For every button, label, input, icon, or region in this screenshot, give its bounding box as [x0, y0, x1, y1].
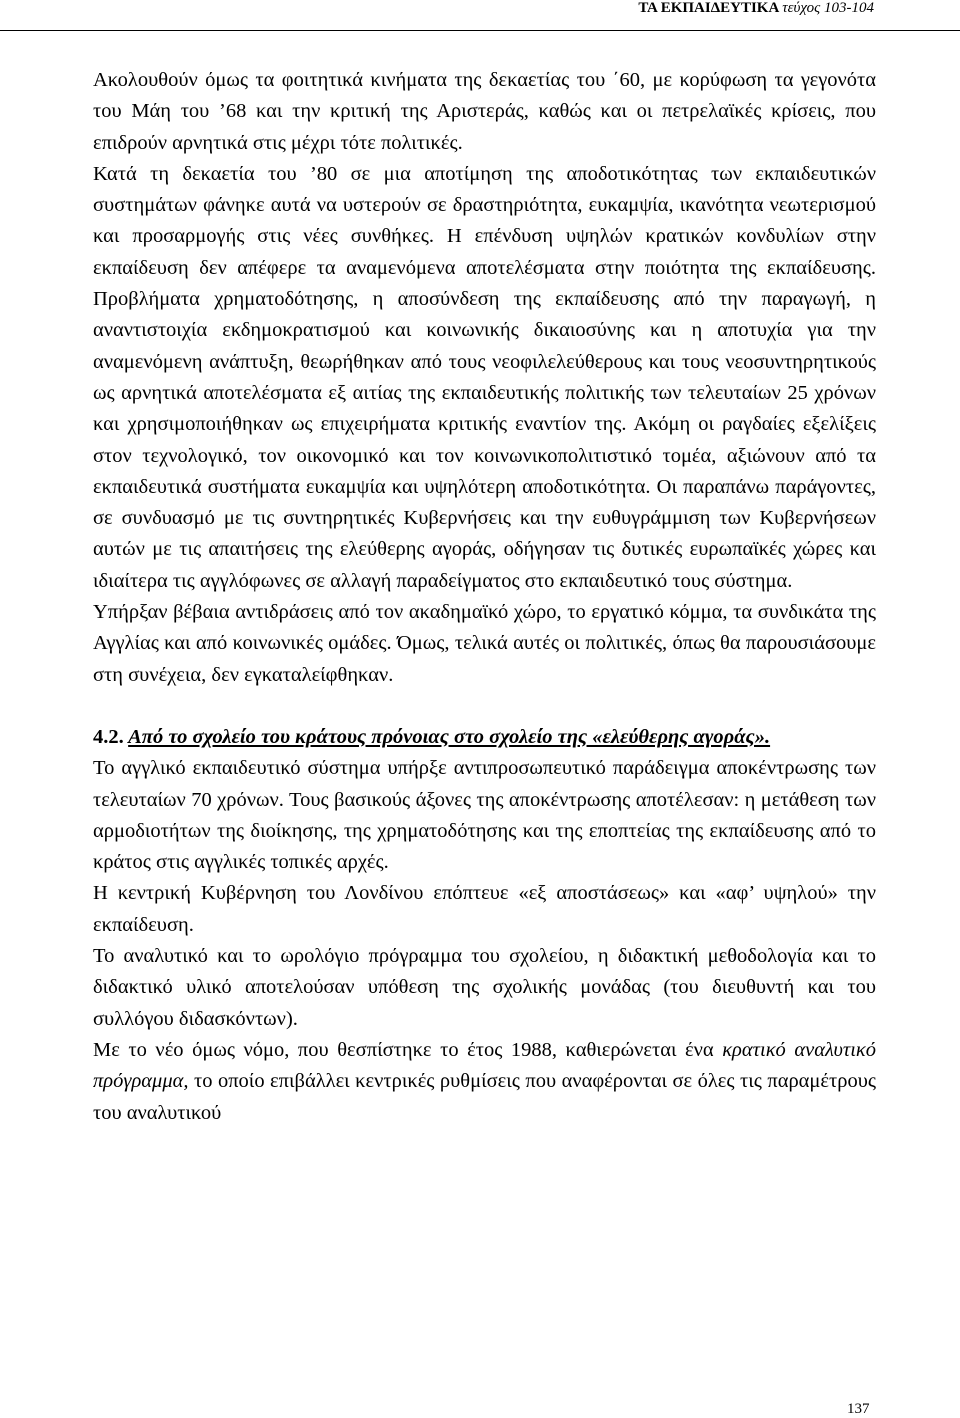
paragraph-1-sentence-1: Ακολουθούν όμως τα φοιτητικά κινήματα της δεκαετίας του ΄60, με κορύφωση τα γεγονότα του Μάη του ’68 και την κριτική της Αριστεράς, καθώς και οι πετρελαϊκές κρίσεις, που επιδρούν αρνητικά στις μέχρι τότε πολιτικές. [93, 69, 876, 154]
page-number: 137 [847, 1401, 870, 1417]
running-header [638, 0, 874, 16]
paragraph-1-sentence-2: Κατά τη δεκαετία του ’80 σε μια αποτίμηση της αποδοτικότητας των εκπαιδευτικών συστημάτων φάνηκε αυτά να υστερούν σε δραστηριότητα, ευκαμψία, ικανότητα νεωτερισμού και προσαρμογής στις νέες συνθήκες. [93, 162, 876, 248]
section-number: 4.2. [93, 725, 124, 748]
header-rule [0, 30, 960, 31]
paragraph-1-sentence-4: Προβλήματα χρηματοδότησης, η αποσύνδεση της εκπαίδευσης από την παραγωγή, η αναντιστοιχία εκδημοκρατισμού και κοινωνικής δικαιοσύνης και η αποτυχία για την αναμενόμενη ανάπτυξη, θεωρήθηκαν από τους νεοφιλελεύθερους και τους νεοσυντηρητικούς ως αρνητικά αποτελέσματα εξ αιτίας της εκπαιδευτικής πολιτικής των τελευταίων 25 χρόνων και χρησιμοποιήθηκαν ως επιχειρήματα κριτικής εναντίον της. [93, 288, 876, 436]
paragraph-1 [93, 65, 876, 597]
paragraph-2: Υπήρξαν βέβαια αντιδράσεις από τον ακαδημαϊκό χώρο, το εργατικό κόμμα, τα συνδικάτα της Αγγλίας και από κοινωνικές ομάδες. Όμως, τελικά αυτές οι πολιτικές, όπως θα παρουσιάσουμε στη συνέχεια, δεν εγκαταλείφθηκαν. [93, 601, 876, 686]
section-heading [93, 722, 876, 753]
paragraph-6-start: Με το νέο όμως νόμο, που θεσπίστηκε το έτος 1988, καθιερώνεται ένα [93, 1038, 714, 1061]
paragraph-1-sentence-6: Οι παραπάνω παράγοντες, σε συνδυασμό με τις συντηρητικές Κυβερνήσεις και την ευθυγράμμιση των Κυβερνήσεων αυτών με τις απαιτήσεις της ελεύθερης αγοράς, οδήγησαν τις δυτικές ευρωπαϊκές χώρες και ιδιαίτερα τις αγγλόφωνες σε αλλαγή παραδείγματος στο εκπαιδευτικό τους σύστημα. [93, 475, 877, 592]
paragraph-5: Το αναλυτικό και το ωρολόγιο πρόγραμμα του σχολείου, η διδακτική μεθοδολογία και το διδακτικό υλικό αποτελούσαν υπόθεση της σχολικής μονάδας (του διευθυντή και του συλλόγου διδασκόντων). [93, 945, 876, 1030]
paragraph-6-end: το οποίο επιβάλλει κεντρικές ρυθμίσεις που αναφέρονται σε όλες τις παραμέτρους του αναλυτικού [93, 1070, 877, 1124]
paragraph-6-italic-phrase: κρατικό αναλυτικό πρόγραμμα, [93, 1038, 877, 1093]
paragraph-4: Η κεντρική Κυβέρνηση του Λονδίνου επόπτευε «εξ αποστάσεως» και «αφ’ υψηλού» την εκπαίδευση. [93, 882, 876, 936]
paragraph-1-sentence-3: Η επένδυση υψηλών κρατικών κονδυλίων στην εκπαίδευση δεν απέφερε τα αναμενόμενα αποτελέσματα στην ποιότητα της εκπαίδευσης. [93, 225, 877, 279]
section-title: Από το σχολείο του κράτους πρόνοιας στο σχολείο της «ελεύθερης αγοράς». [128, 725, 771, 748]
paragraph-6 [93, 1035, 876, 1129]
paragraph-1-sentence-5: Ακόμη οι ραγδαίες εξελίξεις στον τεχνολογικό, τον οικονομικό και τον κοινωνικοπολιτιστικό τομέα, αξιώνουν από τα εκπαιδευτικά συστήματα ευκαμψία και υψηλότερη αποδοτικότητα. [93, 413, 877, 498]
paragraph-3: Το αγγλικό εκπαιδευτικό σύστημα υπήρξε αντιπροσωπευτικό παράδειγμα αποκέντρωσης των τελευταίων 70 χρόνων. Τους βασικούς άξονες της αποκέντρωσης αποτέλεσαν: η μετάθεση των αρμοδιοτήτων της διοίκησης, της χρηματοδότησης και της εποπτείας της εκπαίδευσης από το κράτος στις αγγλικές τοπικές αρχές. [93, 757, 876, 874]
page-content [93, 65, 876, 1129]
issue-number: τεύχος 103-104 [782, 0, 874, 16]
journal-title: ΤΑ ΕΚΠΑΙΔΕΥΤΙΚΑ [638, 0, 779, 16]
